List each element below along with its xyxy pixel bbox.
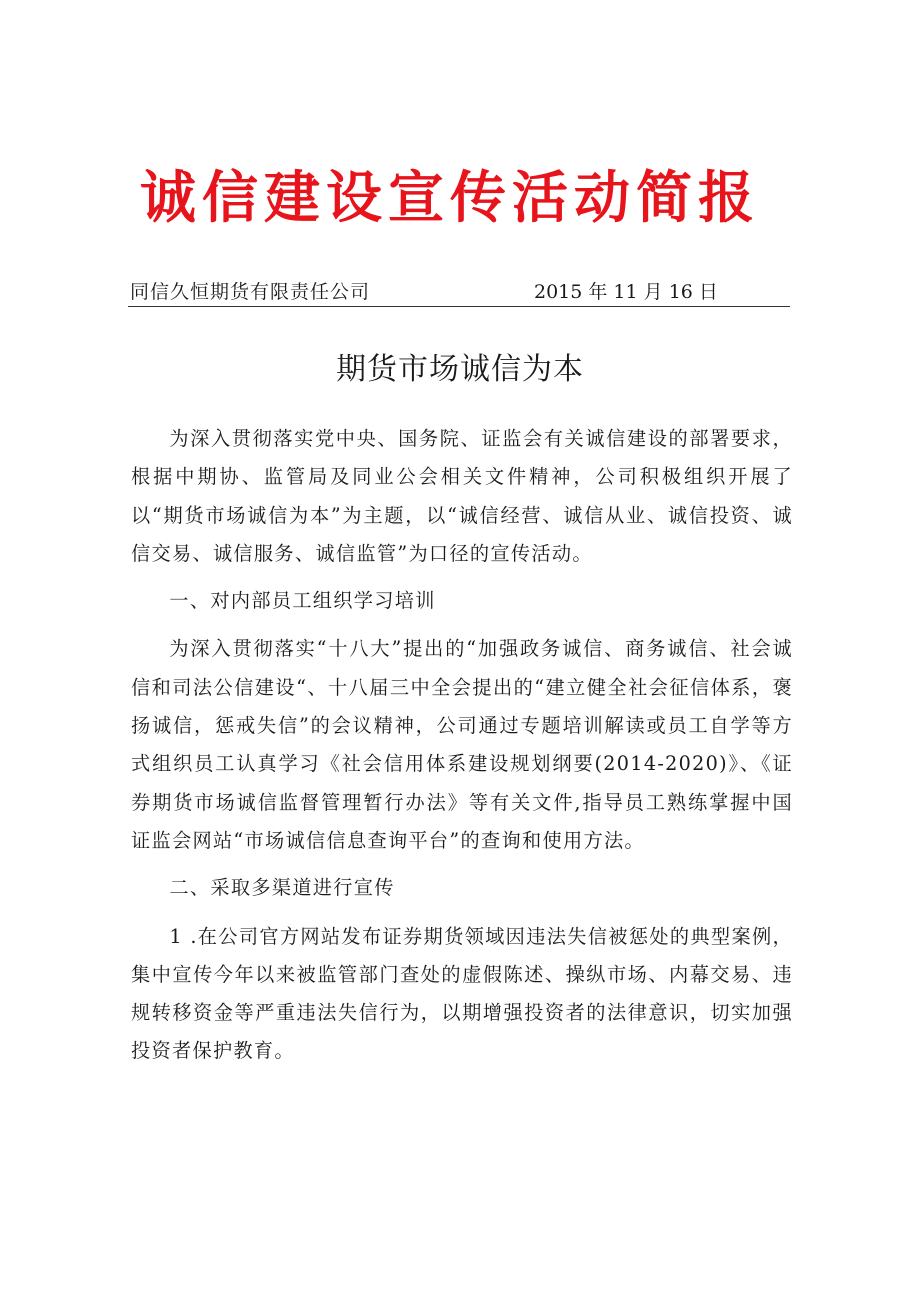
issue-date: 2015 年 11 月 16 日: [534, 281, 718, 303]
section-heading-1: 一、对内部员工组织学习培训: [169, 589, 436, 613]
dateline: [130, 278, 790, 306]
organization-name: 同信久恒期货有限责任公司: [130, 281, 371, 303]
bulletin-masthead: 诚信建设宣传活动简报: [140, 165, 760, 231]
article-headline: 期货市场诚信为本: [336, 352, 584, 387]
paragraph-section-1: 为深入贯彻落实“十八大”提出的“加强政务诚信、商务诚信、社会诚信和司法公信建设“、十八届三中全会提出的“建立健全社会征信体系，褒扬诚信，惩戒失信”的会议精神，公司通过专题培训解读或员工自学等方式组织员工认真学习《社会信用体系建设规划纲要(2014-2020)》、《证券期货市场诚信监督管理暂行办法》等有关文件,指导员工熟练掌握中国证监会网站“市场诚信信息查询平台”的查询和使用方法。: [131, 637, 793, 852]
article-body: [131, 420, 793, 1071]
section-heading-2: 二、采取多渠道进行宣传: [169, 876, 395, 900]
header-divider: [128, 306, 790, 307]
paragraph-item-1: 1 .在公司官方网站发布证券期货领域因违法失信被惩处的典型案例，集中宣传今年以来被监管部门查处的虚假陈述、操纵市场、内幕交易、违规转移资金等严重违法失信行为，以期增强投资者的法律意识，切实加强投资者保护教育。: [131, 924, 793, 1063]
paragraph-intro: 为深入贯彻落实党中央、国务院、证监会有关诚信建设的部署要求，根据中期协、监管局及同业公会相关文件精神，公司积极组织开展了以“期货市场诚信为本”为主题，以“诚信经营、诚信从业、诚信投资、诚信交易、诚信服务、诚信监管”为口径的宣传活动。: [131, 427, 793, 565]
